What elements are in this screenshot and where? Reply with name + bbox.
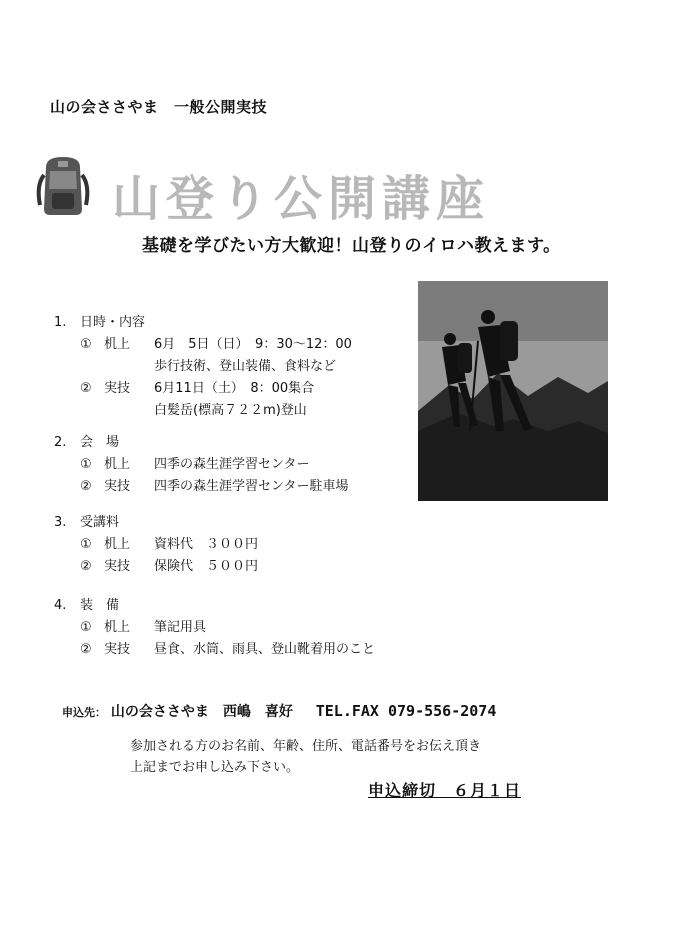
application-note-1: 参加される方のお名前、年齢、住所、電話番号をお伝え頂き <box>130 739 482 754</box>
item-mark: ② <box>80 479 92 494</box>
page-title: 山登り公開講座 <box>112 171 491 227</box>
section-equipment <box>54 596 474 662</box>
section-heading: 受講料 <box>80 515 120 530</box>
item-type: 机上 <box>104 537 131 552</box>
section-heading: 会 場 <box>80 435 120 450</box>
section-number: 4. <box>54 598 67 613</box>
hikers-photo <box>418 281 608 501</box>
item-text: 四季の森生涯学習センター <box>154 457 310 472</box>
item-text: 筆記用具 <box>154 620 207 635</box>
item-type: 実技 <box>104 559 131 574</box>
item-type: 机上 <box>104 457 131 472</box>
section-heading: 日時・内容 <box>80 315 146 330</box>
item-mark: ① <box>80 620 92 635</box>
organizer-name: 山の会ささやま 西嶋 喜好 <box>110 704 293 720</box>
item-mark: ② <box>80 381 92 396</box>
application-info <box>62 701 496 721</box>
section-fee <box>54 513 414 579</box>
item-mark: ① <box>80 337 92 352</box>
item-type: 机上 <box>104 337 131 352</box>
item-text: 昼食、水筒、雨具、登山靴着用のこと <box>154 642 376 657</box>
item-text: 6月11日（土） 8：00集合 <box>154 381 315 396</box>
item-text: 資料代 ３００円 <box>154 537 259 552</box>
item-text: 保険代 ５００円 <box>154 559 259 574</box>
section-number: 1. <box>54 315 67 330</box>
item-mark: ① <box>80 537 92 552</box>
item-text: 歩行技術、登山装備、食料など <box>154 359 337 374</box>
backpack-icon <box>34 155 92 217</box>
section-number: 2. <box>54 435 67 450</box>
section-heading: 装 備 <box>80 598 120 613</box>
item-mark: ① <box>80 457 92 472</box>
item-text: 白髪岳(標高７２２m)登山 <box>154 403 307 418</box>
deadline: 申込締切 ６月１日 <box>368 781 522 800</box>
application-note-2: 上記までお申し込み下さい。 <box>130 760 300 775</box>
item-type: 実技 <box>104 381 131 396</box>
section-datetime <box>54 313 414 423</box>
item-type: 実技 <box>104 479 131 494</box>
telephone-fax: TEL.FAX 079-556-2074 <box>315 702 497 720</box>
application-label: 申込先： <box>62 706 106 719</box>
header-line: 山の会ささやま 一般公開実技 <box>50 98 268 116</box>
item-text: 6月 5日（日） 9：30～12：00 <box>154 337 352 352</box>
item-mark: ② <box>80 559 92 574</box>
section-venue <box>54 433 414 499</box>
section-number: 3. <box>54 515 67 530</box>
item-mark: ② <box>80 642 92 657</box>
page-subtitle: 基礎を学びたい方大歓迎！山登りのイロハ教えます。 <box>142 236 561 256</box>
item-type: 机上 <box>104 620 131 635</box>
item-type: 実技 <box>104 642 131 657</box>
item-text: 四季の森生涯学習センター駐車場 <box>154 479 349 494</box>
